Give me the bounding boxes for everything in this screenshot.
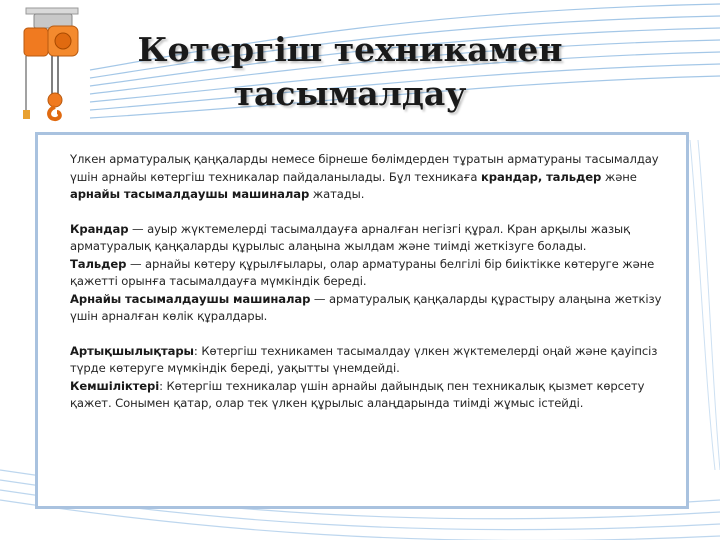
hoists-text: — арнайы көтеру құрылғылары, олар арматураны белгілі бір биіктікке көтеруге және қажетті орынға тасымалдауға мүмкіндік береді. xyxy=(70,256,655,288)
advantages-paragraph xyxy=(70,343,666,378)
cranes-term: Крандар xyxy=(70,221,129,236)
advantages-text: : Көтергіш техникамен тасымалдау үлкен жүктемелерді оңай және қауіпсіз түрде көтеруге мүмкіндік береді, уақытты үнемдейді. xyxy=(70,343,658,375)
machines-text: — арматуралық қаңқаларды құрастыру алаңына жеткізу үшін арналған көлік құралдары. xyxy=(70,291,662,323)
intro-term-machines: арнайы тасымалдаушы машиналар xyxy=(70,187,310,201)
disadvantages-text: : Көтергіш техникалар үшін арнайы дайындық пен техникалық қызмет көрсету қажет. Сонымен қатар, олар тек үлкен құрылыс алаңдарында тиімді жұмыс істейді. xyxy=(70,378,645,410)
intro-separator: , xyxy=(537,169,547,184)
intro-text-3: жатады. xyxy=(309,187,365,201)
title-line-2: тасымалдау xyxy=(233,74,467,113)
disadvantages-paragraph xyxy=(70,378,666,413)
hoists-term: Тальдер xyxy=(70,256,127,271)
slide-title xyxy=(100,28,600,116)
content-panel xyxy=(35,132,689,509)
intro-term-hoists: тальдер xyxy=(546,169,602,184)
title-line-1: Көтергіш техникамен xyxy=(137,30,563,69)
advantages-term: Артықшылықтары xyxy=(70,343,194,358)
intro-term-cranes: крандар xyxy=(481,169,538,184)
machines-paragraph xyxy=(70,291,666,326)
intro-paragraph xyxy=(70,151,666,204)
electric-hoist-icon xyxy=(20,6,84,122)
disadvantages-term: Кемшіліктері xyxy=(70,378,160,393)
intro-text-2: және xyxy=(601,169,637,184)
intro-text-1: Үлкен арматуралық қаңқаларды немесе бірнеше бөлімдерден тұратын арматураны тасымалдау үшін арнайы көтергіш техникалар пайдаланылады. Бұл техникаға xyxy=(70,152,659,184)
cranes-text: — ауыр жүктемелерді тасымалдауға арналған негізгі құрал. Кран арқылы жазық арматуралық қаңқаларды құрылыс алаңына жылдам және тиімді жеткізуге болады. xyxy=(70,221,630,253)
machines-term: Арнайы тасымалдаушы машиналар xyxy=(70,291,311,306)
hoists-paragraph xyxy=(70,256,666,291)
cranes-paragraph xyxy=(70,221,666,256)
